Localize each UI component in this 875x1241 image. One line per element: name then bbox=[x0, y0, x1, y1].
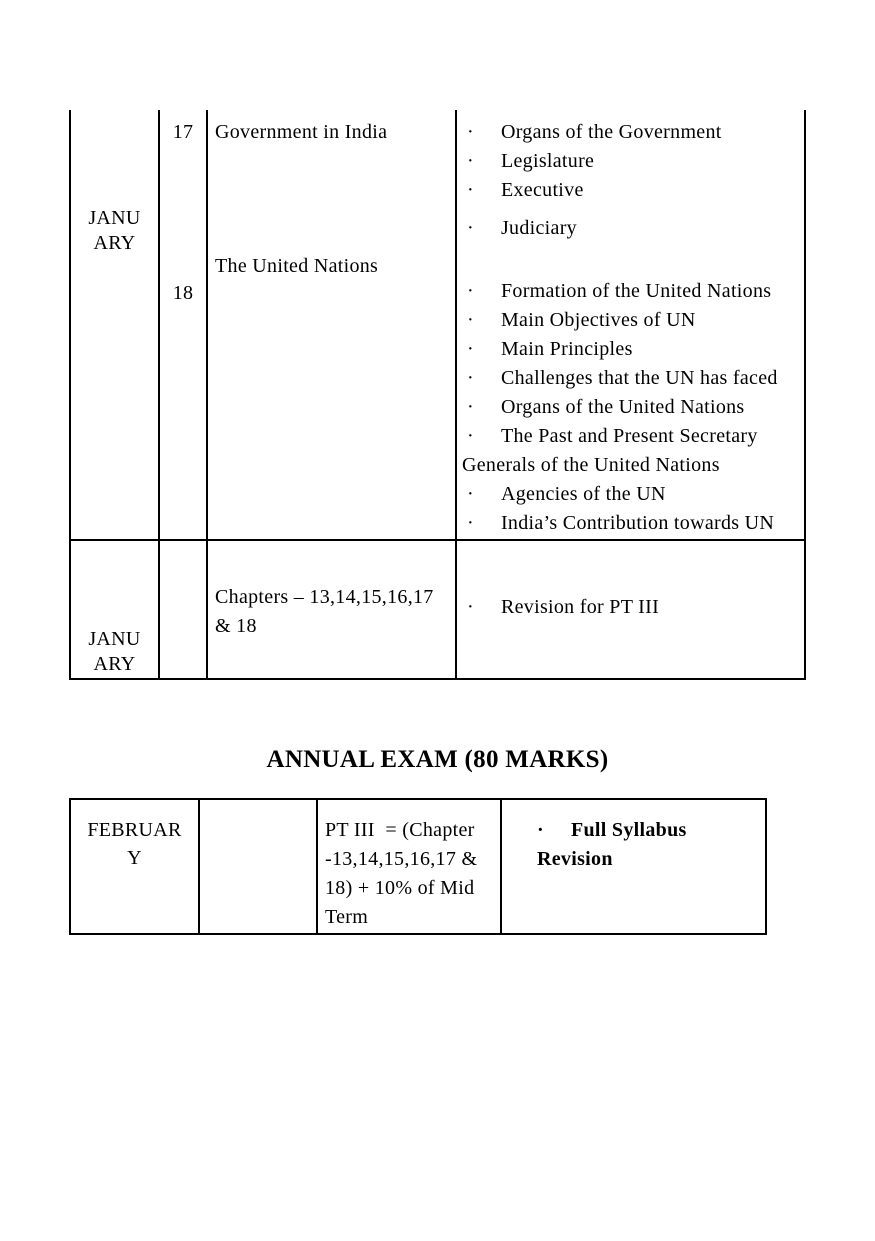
topic-cell bbox=[318, 800, 502, 933]
topic-united-nations: The United Nations bbox=[215, 255, 379, 277]
bullet-icon: · bbox=[467, 483, 474, 505]
month-cell bbox=[71, 539, 160, 678]
bullet-icon: · bbox=[467, 338, 474, 360]
bullet-icon: · bbox=[467, 367, 474, 389]
bullet-item: · Main Principles bbox=[467, 338, 633, 360]
month-label: FEBRUARY bbox=[87, 819, 182, 869]
government-details-list bbox=[462, 118, 800, 243]
bullet-icon: · bbox=[467, 396, 474, 418]
bullet-icon: · bbox=[537, 819, 544, 841]
annual-exam-table bbox=[69, 798, 767, 935]
bullet-icon: · bbox=[467, 150, 474, 172]
bullet-icon: · bbox=[467, 596, 474, 618]
details-cell bbox=[457, 110, 806, 539]
bullet-item: · Organs of the Government bbox=[467, 121, 722, 143]
bullet-icon: · bbox=[467, 280, 474, 302]
topic-government-in-india: Government in India bbox=[215, 121, 388, 143]
bullet-item: · India’s Contribution towards UN bbox=[467, 512, 775, 534]
bullet-item: · Formation of the United Nations bbox=[467, 280, 772, 302]
month-label: JANUARY bbox=[88, 207, 141, 254]
bullet-icon: · bbox=[467, 179, 474, 201]
bullet-item: · Full Syllabus Revision bbox=[537, 819, 687, 870]
bullet-item: · Judiciary bbox=[467, 217, 577, 239]
bullet-item: · Challenges that the UN has faced bbox=[467, 367, 778, 389]
topic-chapters: Chapters – 13,14,15,16,17 & 18 bbox=[215, 586, 434, 637]
date-17: 17 bbox=[172, 121, 194, 143]
date-18: 18 bbox=[172, 282, 194, 304]
bullet-item: · The Past and Present Secretary Generals of the United Nations bbox=[462, 425, 758, 476]
details-cell bbox=[457, 539, 806, 678]
month-cell bbox=[71, 110, 160, 539]
bullet-icon: · bbox=[467, 425, 474, 447]
topic-cell bbox=[208, 110, 457, 539]
topic-cell bbox=[208, 539, 457, 678]
details-cell bbox=[502, 800, 765, 933]
month-label: JANUARY bbox=[88, 628, 141, 675]
bullet-icon: · bbox=[467, 512, 474, 534]
bullet-item: · Legislature bbox=[467, 150, 595, 172]
bullet-icon: · bbox=[467, 121, 474, 143]
bullet-icon: · bbox=[467, 309, 474, 331]
january-schedule-table bbox=[69, 110, 806, 680]
date-cell-empty bbox=[160, 539, 208, 678]
bullet-icon: · bbox=[467, 217, 474, 239]
bullet-item: · Main Objectives of UN bbox=[467, 309, 696, 331]
date-cell-empty bbox=[200, 800, 318, 933]
month-cell bbox=[71, 800, 200, 933]
united-nations-details-list bbox=[462, 277, 800, 538]
topic-pt3-formula: PT III = (Chapter -13,14,15,16,17 & 18) + 10% of Mid Term bbox=[325, 819, 483, 928]
bullet-item: · Revision for PT III bbox=[467, 596, 660, 618]
bullet-item: · Organs of the United Nations bbox=[467, 396, 745, 418]
bullet-item: · Agencies of the UN bbox=[467, 483, 666, 505]
date-cell bbox=[160, 110, 208, 539]
annual-exam-heading: ANNUAL EXAM (80 MARKS) bbox=[266, 746, 609, 773]
bullet-item: · Executive bbox=[467, 179, 584, 201]
